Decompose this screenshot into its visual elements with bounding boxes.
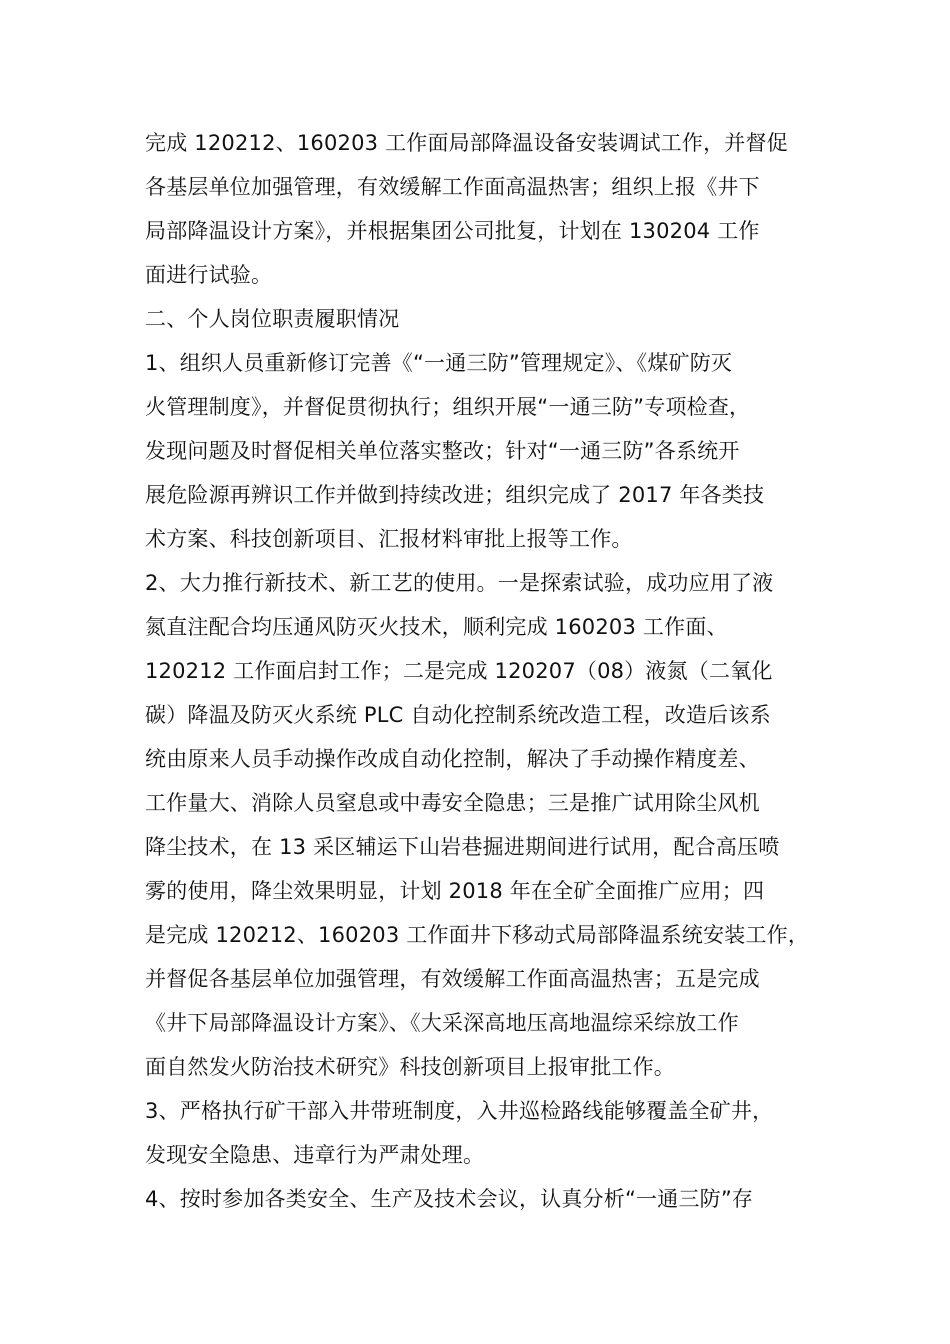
section-heading: 二、个人岗位职责履职情况 — [145, 307, 400, 331]
text-line: 《井下局部降温设计方案》、《大采深高地压高地温综采综放工作 — [145, 1011, 739, 1035]
text-line: 发现问题及时督促相关单位落实整改；针对“一通三防”各系统开 — [145, 439, 740, 463]
text-line: 统由原来人员手动操作改成自动化控制，解决了手动操作精度差、 — [145, 747, 760, 771]
text-line: 氮直注配合均压通风防灭火技术，顺利完成 160203 工作面、 — [145, 615, 728, 639]
text-line: 发现安全隐患、违章行为严肃处理。 — [145, 1143, 485, 1167]
text-line: 2、大力推行新技术、新工艺的使用。一是探索试验，成功应用了液 — [145, 571, 774, 595]
text-line: 完成 120212、160203 工作面局部降温设备安装调试工作，并督促 — [145, 131, 788, 155]
text-line: 降尘技术，在 13 采区辅运下山岩巷掘进期间进行试用，配合高压喷 — [145, 835, 780, 859]
text-line: 120212 工作面启封工作；二是完成 120207（08）液氮（二氧化 — [145, 659, 773, 683]
text-line: 面进行试验。 — [145, 263, 273, 287]
text-line: 局部降温设计方案》，并根据集团公司批复，计划在 130204 工作 — [145, 219, 760, 243]
document-body — [145, 121, 825, 1221]
text-line: 1、组织人员重新修订完善《“一通三防”管理规定》、《煤矿防灭 — [145, 351, 733, 375]
text-line: 面自然发火防治技术研究》科技创新项目上报审批工作。 — [145, 1055, 675, 1079]
text-line: 是完成 120212、160203 工作面井下移动式局部降温系统安装工作， — [145, 923, 810, 947]
text-line: 4、按时参加各类安全、生产及技术会议，认真分析“一通三防”存 — [145, 1187, 754, 1211]
text-line: 各基层单位加强管理，有效缓解工作面高温热害；组织上报《井下 — [145, 175, 760, 199]
text-line: 并督促各基层单位加强管理，有效缓解工作面高温热害；五是完成 — [145, 967, 760, 991]
text-line: 碳）降温及防灭火系统 PLC 自动化控制系统改造工程，改造后该系 — [145, 703, 771, 727]
text-line: 展危险源再辨识工作并做到持续改进；组织完成了 2017 年各类技 — [145, 483, 765, 507]
text-line: 火管理制度》，并督促贯彻执行；组织开展“一通三防”专项检查， — [145, 395, 751, 419]
text-line: 术方案、科技创新项目、汇报材料审批上报等工作。 — [145, 527, 633, 551]
text-line: 雾的使用，降尘效果明显，计划 2018 年在全矿全面推广应用；四 — [145, 879, 765, 903]
text-line: 工作量大、消除人员窒息或中毒安全隐患；三是推广试用除尘风机 — [145, 791, 760, 815]
text-line: 3、严格执行矿干部入井带班制度，入井巡检路线能够覆盖全矿井， — [145, 1099, 774, 1123]
